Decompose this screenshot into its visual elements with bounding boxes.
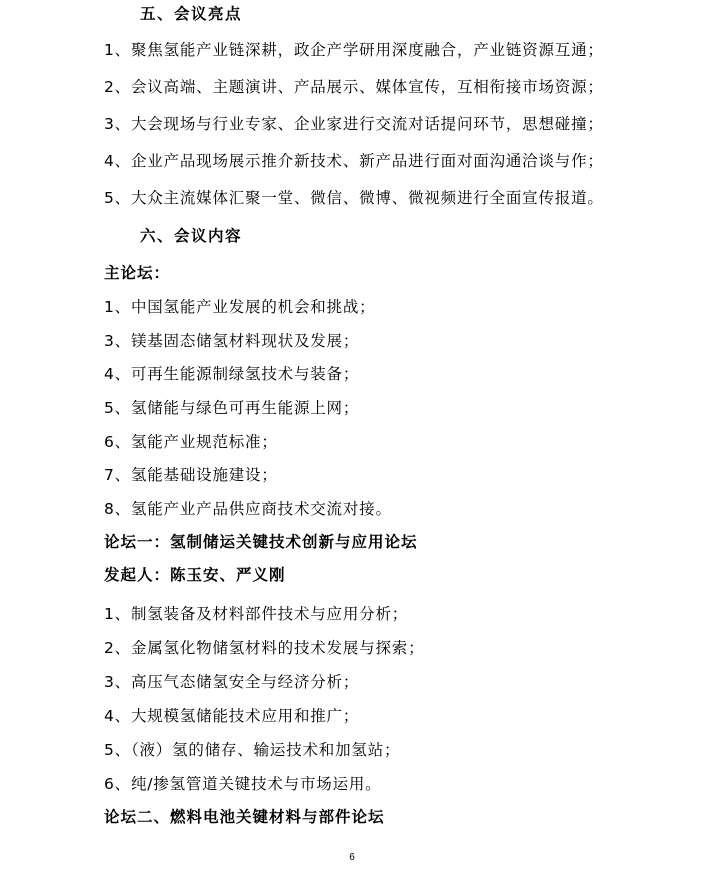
list-item: 2、会议高端、主题演讲、产品展示、媒体宣传，互相衔接市场资源；	[104, 78, 604, 96]
list-item: 5、大众主流媒体汇聚一堂、微信、微博、微视频进行全面宣传报道。	[104, 189, 604, 207]
list-item: 3、镁基固态储氢材料现状及发展；	[104, 332, 360, 350]
page-number: 6	[349, 852, 355, 863]
list-item: 1、制氢装备及材料部件技术与应用分析；	[104, 605, 409, 623]
list-item: 6、纯/掺氢管道关键技术与市场运用。	[104, 775, 382, 793]
list-item: 8、氢能产业产品供应商技术交流对接。	[104, 500, 392, 518]
list-item: 1、聚焦氢能产业链深耕，政企产学研用深度融合，产业链资源互通；	[104, 41, 604, 59]
forum1-initiators: 发起人：陈玉安、严义刚	[104, 566, 286, 584]
list-item: 7、氢能基础设施建设；	[104, 466, 278, 484]
list-item: 4、企业产品现场展示推介新技术、新产品进行面对面沟通洽谈与作；	[104, 152, 604, 170]
list-item: 1、中国氢能产业发展的机会和挑战；	[104, 298, 376, 316]
list-item: 3、大会现场与行业专家、企业家进行交流对话提问环节，思想碰撞；	[104, 115, 604, 133]
list-item: 5、氢储能与绿色可再生能源上网；	[104, 399, 360, 417]
list-item: 4、可再生能源制绿氢技术与装备；	[104, 365, 360, 383]
list-item: 3、高压气态储氢安全与经济分析；	[104, 673, 360, 691]
forum1-title: 论坛一：氢制储运关键技术创新与应用论坛	[104, 533, 418, 551]
list-item: 6、氢能产业规范标准；	[104, 433, 278, 451]
list-item: 4、大规模氢储能技术应用和推广；	[104, 707, 360, 725]
main-forum-title: 主论坛：	[104, 264, 171, 282]
list-item: 2、金属氢化物储氢材料的技术发展与探索；	[104, 639, 425, 657]
forum2-title: 论坛二、燃料电池关键材料与部件论坛	[104, 808, 385, 826]
section5-heading: 五、会议亮点	[140, 5, 243, 23]
section6-heading: 六、会议内容	[140, 227, 243, 245]
list-item: 5、（液）氢的储存、输运技术和加氢站；	[104, 741, 401, 759]
